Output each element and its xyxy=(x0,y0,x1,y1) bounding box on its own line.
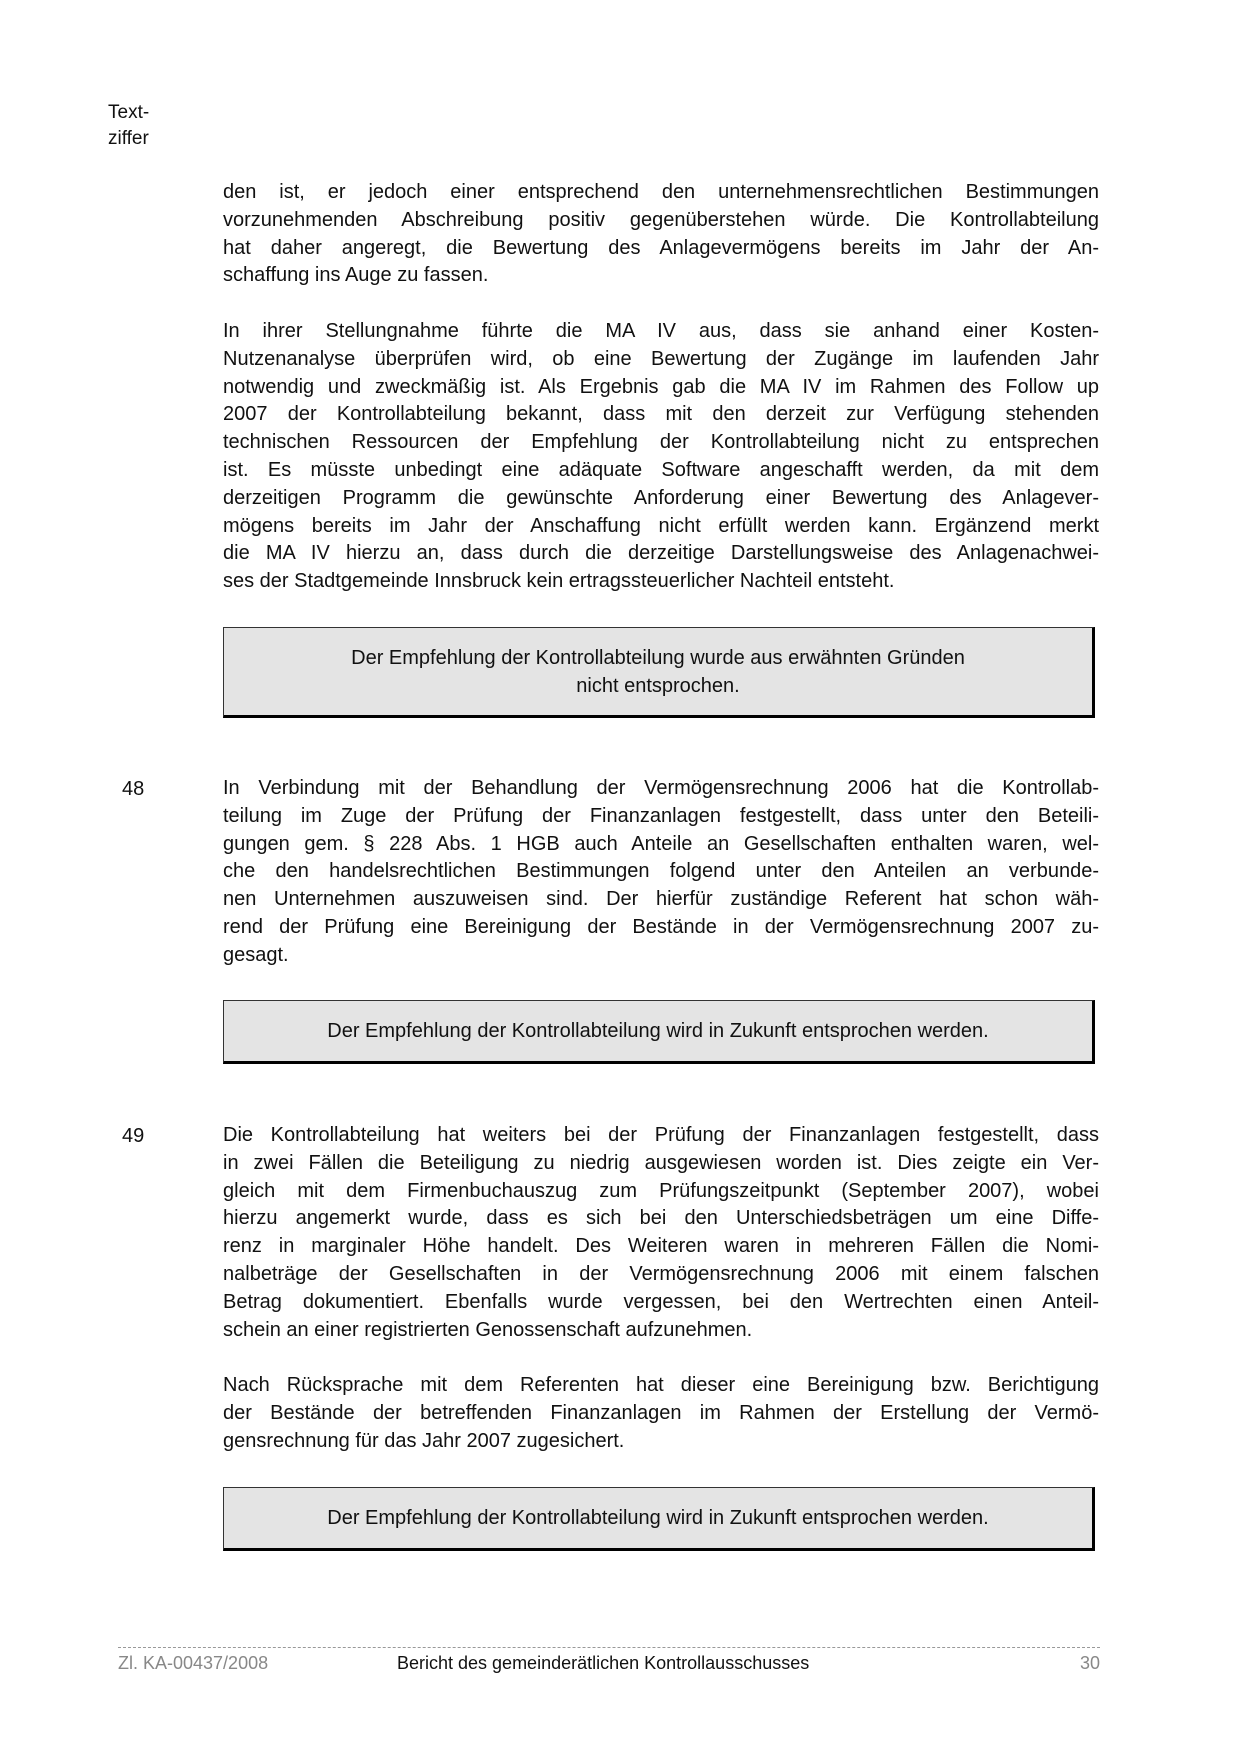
paragraph xyxy=(223,1122,1099,1344)
recommendation-text: Der Empfehlung der Kontrollabteilung wird in Zukunft entsprochen werden. xyxy=(327,1020,989,1042)
text-line: mögens bereits im Jahr der Anschaffung nicht erfüllt werden kann. Ergänzend merkt xyxy=(223,514,1099,537)
text-line: vorzunehmenden Abschreibung positiv gegenüberstehen würde. Die Kontrollabteilung xyxy=(223,208,1099,231)
recommendation-text: Der Empfehlung der Kontrollabteilung wird in Zukunft entsprochen werden. xyxy=(327,1507,989,1529)
text-line: In Verbindung mit der Behandlung der Vermögensrechnung 2006 hat die Kontrollab- xyxy=(223,777,1099,799)
recommendation-text: nicht entsprochen. xyxy=(576,674,740,697)
recommendation-box xyxy=(223,1000,1095,1064)
recommendation-box xyxy=(223,627,1095,718)
paragraph xyxy=(223,318,1099,596)
text-line: gungen gem. § 228 Abs. 1 HGB auch Anteile an Gesellschaften enthalten waren, wel- xyxy=(223,832,1099,855)
text-line: nalbeträge der Gesellschaften in der Vermögensrechnung 2006 mit einem falschen xyxy=(223,1262,1099,1285)
section-number: 48 xyxy=(122,778,145,800)
text-line: die MA IV hierzu an, dass durch die derzeitige Darstellungsweise des Anlagenachwei- xyxy=(223,542,1099,565)
text-line: Die Kontrollabteilung hat weiters bei der Prüfung der Finanzanlagen festgestellt, dass xyxy=(223,1124,1099,1146)
margin-label-line: Text- xyxy=(108,102,150,123)
text-line: schein an einer registrierten Genossenschaft aufzunehmen. xyxy=(223,1318,753,1341)
text-line: renz in marginaler Höhe handelt. Des Weiteren waren in mehreren Fällen die Nomi- xyxy=(223,1235,1099,1258)
margin-label xyxy=(108,100,149,152)
text-line: notwendig und zweckmäßig ist. Als Ergebnis gab die MA IV im Rahmen des Follow up xyxy=(223,375,1099,398)
section-number: 49 xyxy=(122,1125,145,1147)
text-line: hat daher angeregt, die Bewertung des Anlagevermögens bereits im Jahr der An- xyxy=(223,236,1099,259)
footer-divider xyxy=(118,1647,1100,1648)
recommendation-box xyxy=(223,1487,1095,1551)
text-line: ist. Es müsste unbedingt eine adäquate Software angeschafft werden, da mit dem xyxy=(223,458,1099,481)
text-line: gleich mit dem Firmenbuchauszug zum Prüfungszeitpunkt (September 2007), wobei xyxy=(223,1179,1099,1202)
footer-title: Bericht des gemeinderätlichen Kontrollausschusses xyxy=(397,1653,810,1673)
footer-page-number: 30 xyxy=(1079,1653,1100,1673)
text-line: rend der Prüfung eine Bereinigung der Bestände in der Vermögensrechnung 2007 zu- xyxy=(223,915,1099,938)
text-line: hierzu angemerkt wurde, dass es sich bei den Unterschiedsbeträgen um eine Diffe- xyxy=(223,1207,1099,1230)
text-line: der Bestände der betreffenden Finanzanlagen im Rahmen der Erstellung der Vermö- xyxy=(223,1401,1099,1424)
text-line: ses der Stadtgemeinde Innsbruck kein ertragssteuerlicher Nachteil entsteht. xyxy=(223,570,895,593)
text-line: teilung im Zuge der Prüfung der Finanzanlagen festgestellt, dass unter den Beteili- xyxy=(223,804,1099,827)
text-line: 2007 der Kontrollabteilung bekannt, dass mit den derzeit zur Verfügung stehenden xyxy=(223,403,1099,426)
paragraph xyxy=(223,775,1099,970)
text-line: den ist, er jedoch einer entsprechend den unternehmensrechtlichen Bestimmungen xyxy=(223,181,1099,203)
paragraph xyxy=(223,1372,1099,1455)
text-line: nen Unternehmen auszuweisen sind. Der hierfür zuständige Referent hat schon wäh- xyxy=(223,888,1099,911)
text-line: gensrechnung für das Jahr 2007 zugesichert. xyxy=(223,1429,625,1452)
text-line: Nach Rücksprache mit dem Referenten hat dieser eine Bereinigung bzw. Berichtigung xyxy=(223,1374,1099,1396)
margin-label-line: ziffer xyxy=(108,128,149,149)
text-line: In ihrer Stellungnahme führte die MA IV aus, dass sie anhand einer Kosten- xyxy=(223,320,1099,342)
text-line: in zwei Fällen die Beteiligung zu niedrig ausgewiesen worden ist. Dies zeigte ein Ver- xyxy=(223,1151,1099,1174)
text-line: che den handelsrechtlichen Bestimmungen folgend unter den Anteilen an verbunde- xyxy=(223,860,1099,883)
text-line: gesagt. xyxy=(223,943,289,966)
text-line: schaffung ins Auge zu fassen. xyxy=(223,264,489,287)
text-line: Nutzenanalyse überprüfen wird, ob eine Bewertung der Zugänge im laufenden Jahr xyxy=(223,347,1099,370)
text-line: Betrag dokumentiert. Ebenfalls wurde vergessen, bei den Wertrechten einen Anteil- xyxy=(223,1290,1099,1313)
footer-reference: Zl. KA-00437/2008 xyxy=(118,1653,269,1673)
paragraph xyxy=(223,179,1099,290)
recommendation-text: Der Empfehlung der Kontrollabteilung wurde aus erwähnten Gründen xyxy=(351,646,965,669)
text-line: derzeitigen Programm die gewünschte Anforderung einer Bewertung des Anlagever- xyxy=(223,486,1099,509)
text-line: technischen Ressourcen der Empfehlung der Kontrollabteilung nicht zu entsprechen xyxy=(223,431,1099,454)
